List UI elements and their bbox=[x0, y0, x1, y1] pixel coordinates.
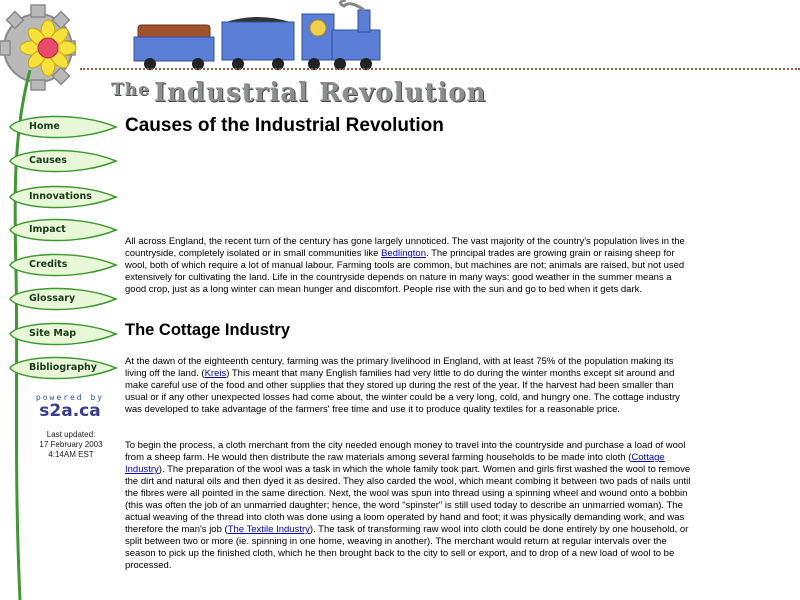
last-updated-date: 17 February 2003 bbox=[39, 440, 103, 449]
text-segment: At the dawn of the eighteenth century, farming was the primary livelihood in England, with at least 75% of the population making its living off the land. ( bbox=[125, 356, 674, 379]
page-title: Causes of the Industrial Revolution bbox=[125, 115, 444, 136]
sidebar-item-bibliography[interactable] bbox=[8, 354, 120, 382]
sidebar-item-credits[interactable] bbox=[8, 251, 120, 279]
cottage-paragraph-2 bbox=[125, 440, 695, 572]
site-title-main: Industrial Revolution bbox=[153, 78, 487, 108]
site-title-prefix: The bbox=[111, 80, 150, 100]
cottage-paragraph-1 bbox=[125, 356, 695, 416]
sidebar-item-home[interactable] bbox=[8, 113, 120, 141]
text-segment: To begin the process, a cloth merchant from the city needed enough money to travel into the countryside and purchase a load of wool from a sheep farm. He would then distribute the raw materials among several farming households to be made into cloth ( bbox=[125, 440, 686, 463]
sidebar-item-label: Innovations bbox=[29, 191, 92, 202]
sidebar-item-label: Bibliography bbox=[29, 362, 97, 373]
section-title: The Cottage Industry bbox=[125, 321, 291, 339]
train-icon bbox=[134, 0, 380, 70]
sidebar-item-impact[interactable] bbox=[8, 216, 120, 244]
sidebar-item-label: Home bbox=[29, 121, 60, 132]
link-cottage-industry[interactable]: Cottage Industry bbox=[125, 452, 665, 475]
sidebar-item-site-map[interactable] bbox=[8, 320, 120, 348]
text-segment: All across England, the recent turn of the century has gone largely unnoticed. The vast majority of the country's population lives in the countryside, completely isolated or in small communities like bbox=[125, 236, 685, 259]
link-kreis[interactable]: Kreis bbox=[204, 368, 227, 379]
s2a-logo: s2a.ca bbox=[39, 401, 101, 421]
sidebar-item-causes[interactable] bbox=[8, 147, 120, 175]
sidebar-item-label: Credits bbox=[29, 259, 68, 270]
header-divider bbox=[80, 68, 800, 70]
sidebar-item-label: Glossary bbox=[29, 293, 76, 304]
text-segment: ). The preparation of the wool was a task in which the whole family took part. Women and girls first washed the wool to remove the dirt and natural oils and then dyed it as desired. They also carded the wool, which meant combing it between two pads of nails until the fibres were all pointed in the same direction. Next, the wool was spun into thread using a spinning wheel and wound onto a bobbin (this was often the job of an unmarried daughter; hence, the word "spinster" is still used today to describe an unmarried woman). The actual weaving of the thread into cloth was done using a loom operated by hand and foot; it was physically demanding work, and was therefore the man's job ( bbox=[125, 464, 691, 535]
leaf-icon bbox=[8, 113, 120, 141]
sidebar-item-label: Impact bbox=[29, 224, 66, 235]
link-textile-industry[interactable]: The Textile Industry bbox=[227, 524, 310, 535]
text-segment: ). The task of transforming raw wool into cloth could be done entirely by one household, or split between two or more (ie. spinning in one home, weaving in another). The merchant would return at regular intervals over the season to pick up the finished cloth, which he then brought back to the city to sell or export, and to drop of a new load of wool to be processed. bbox=[125, 524, 689, 571]
intro-paragraph bbox=[125, 236, 695, 296]
last-updated-label: Last updated: bbox=[46, 430, 96, 439]
sidebar-item-label: Site Map bbox=[29, 328, 77, 339]
last-updated bbox=[26, 430, 116, 460]
site-title bbox=[111, 78, 487, 108]
sidebar-item-innovations[interactable] bbox=[8, 183, 120, 211]
sidebar-item-label: Causes bbox=[29, 155, 67, 166]
sidebar-item-glossary[interactable] bbox=[8, 285, 120, 313]
last-updated-time: 4:14AM EST bbox=[48, 450, 94, 459]
main-content bbox=[125, 115, 695, 137]
text-segment: . The principal trades are growing grain or raising sheep for wool, both of which require a lot of manual labour. Farming tools are common, but machines are not; animals are raised, but not used extensively for cultivating the land. Life in the countryside depends on nature in many ways: good weather in the summer means a good crop, just as a long winter can mean hunger and discomfort. People rise with the sun and go to bed when it gets dark. bbox=[125, 248, 685, 295]
link-bedlington[interactable]: Bedlington bbox=[381, 248, 426, 259]
powered-by-text: powered by bbox=[35, 393, 105, 402]
text-segment: ) This meant that many English families had very little to do during the winter months except sit around and make careful use of the food and other supplies that they stored up during the rest of the year. If the harvest had been smaller than usual or if any other unexpected losses had come about, the winter could be a very long, cold, and hungry one. The cottage industry was developed to take advantage of the farmers' free time and use it to produce quality textiles for a reasonable price. bbox=[125, 368, 680, 415]
powered-by-badge[interactable] bbox=[30, 393, 110, 421]
